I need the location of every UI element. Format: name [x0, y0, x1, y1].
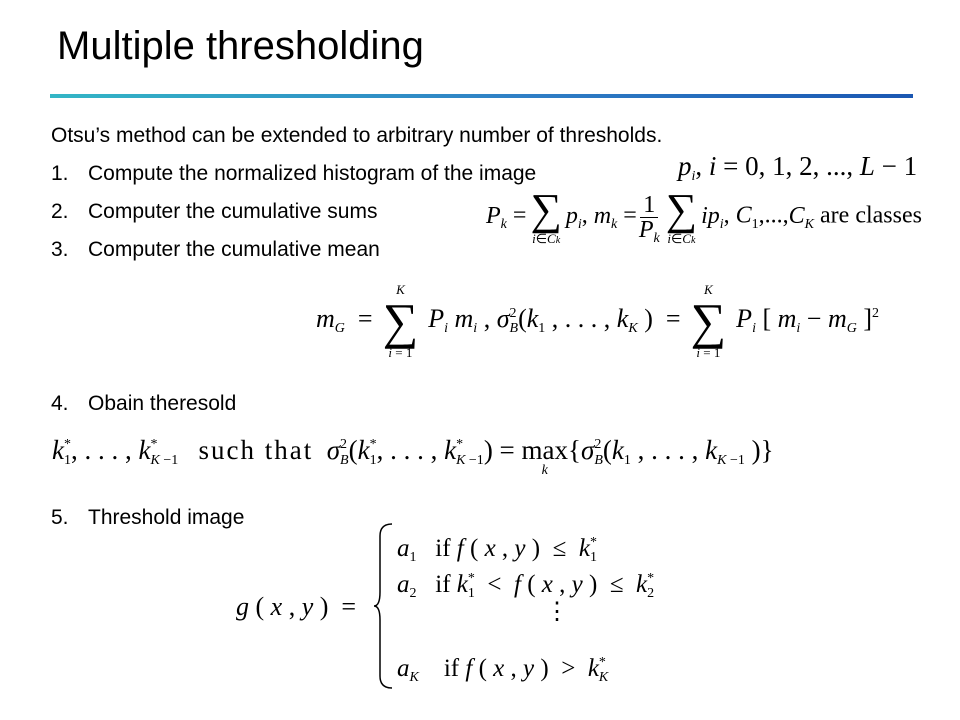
- step-text: Compute the normalized histogram of the image: [88, 162, 537, 185]
- left-brace: [372, 522, 396, 690]
- if-word: if: [443, 655, 460, 683]
- step-text: Threshold image: [88, 506, 245, 529]
- vertical-ellipsis: ⋮: [545, 599, 569, 625]
- such-that-text: such that: [198, 435, 314, 465]
- formula-cumulative-mean: mG = K ∑ i = 1 Pi mi , σ 2 B (k1 , . . . , kK ) = K ∑ i = 1 Pi [ mi − mG ]$^2$: [316, 282, 880, 360]
- intro-text: Otsu’s method can be extended to arbitrary number of thresholds.: [51, 124, 663, 147]
- step-number: 1.: [51, 162, 69, 185]
- step-3: [51, 239, 380, 260]
- max-operator: max: [521, 435, 569, 465]
- step-number: 2.: [51, 200, 69, 223]
- step-number: 3.: [51, 238, 69, 261]
- are-classes-text: are classes: [820, 202, 922, 229]
- step-5: [51, 507, 244, 528]
- step-4: [51, 393, 236, 414]
- if-word: if: [435, 535, 451, 563]
- step-number: 4.: [51, 392, 69, 415]
- case-k: $a_K$ if f ( x , y ) > k * K: [397, 655, 609, 686]
- if-word: if: [435, 571, 451, 599]
- step-2: [51, 201, 377, 222]
- case-2: $a_2$ if k * 1 < f ( x , y ) ≤ k * 2: [397, 571, 655, 602]
- formula-g-lhs: g ( x , y ) =: [236, 592, 357, 621]
- formula-thresholds: k * 1 , . . . , k * K −1 such that σ 2 B (k * 1 , . . . , k * K −1 ) = max k {σ 2 B (k1 , . . . , kK −1 )}: [52, 435, 774, 478]
- slide-title: Multiple thresholding: [57, 24, 424, 68]
- step-text: Computer the cumulative mean: [88, 238, 380, 261]
- title-underline: [50, 94, 913, 98]
- formula-cumulative-sums: $P_k$ = ∑ i∈Ck $p_i$, $m_k$ = $\frac{1}{P_k}$ ∑ i∈Ck $ip_i$, $C_1,...,C_K$ are classes: [486, 185, 922, 246]
- step-1: [51, 163, 536, 184]
- step-text: Computer the cumulative sums: [88, 200, 378, 223]
- formula-histogram: pi, i = 0, 1, 2, ..., L − 1: [678, 151, 918, 184]
- case-1: $a_1$ if f ( x , y ) ≤ k * 1: [397, 535, 597, 566]
- step-text: Obain theresold: [88, 392, 237, 415]
- step-number: 5.: [51, 506, 69, 529]
